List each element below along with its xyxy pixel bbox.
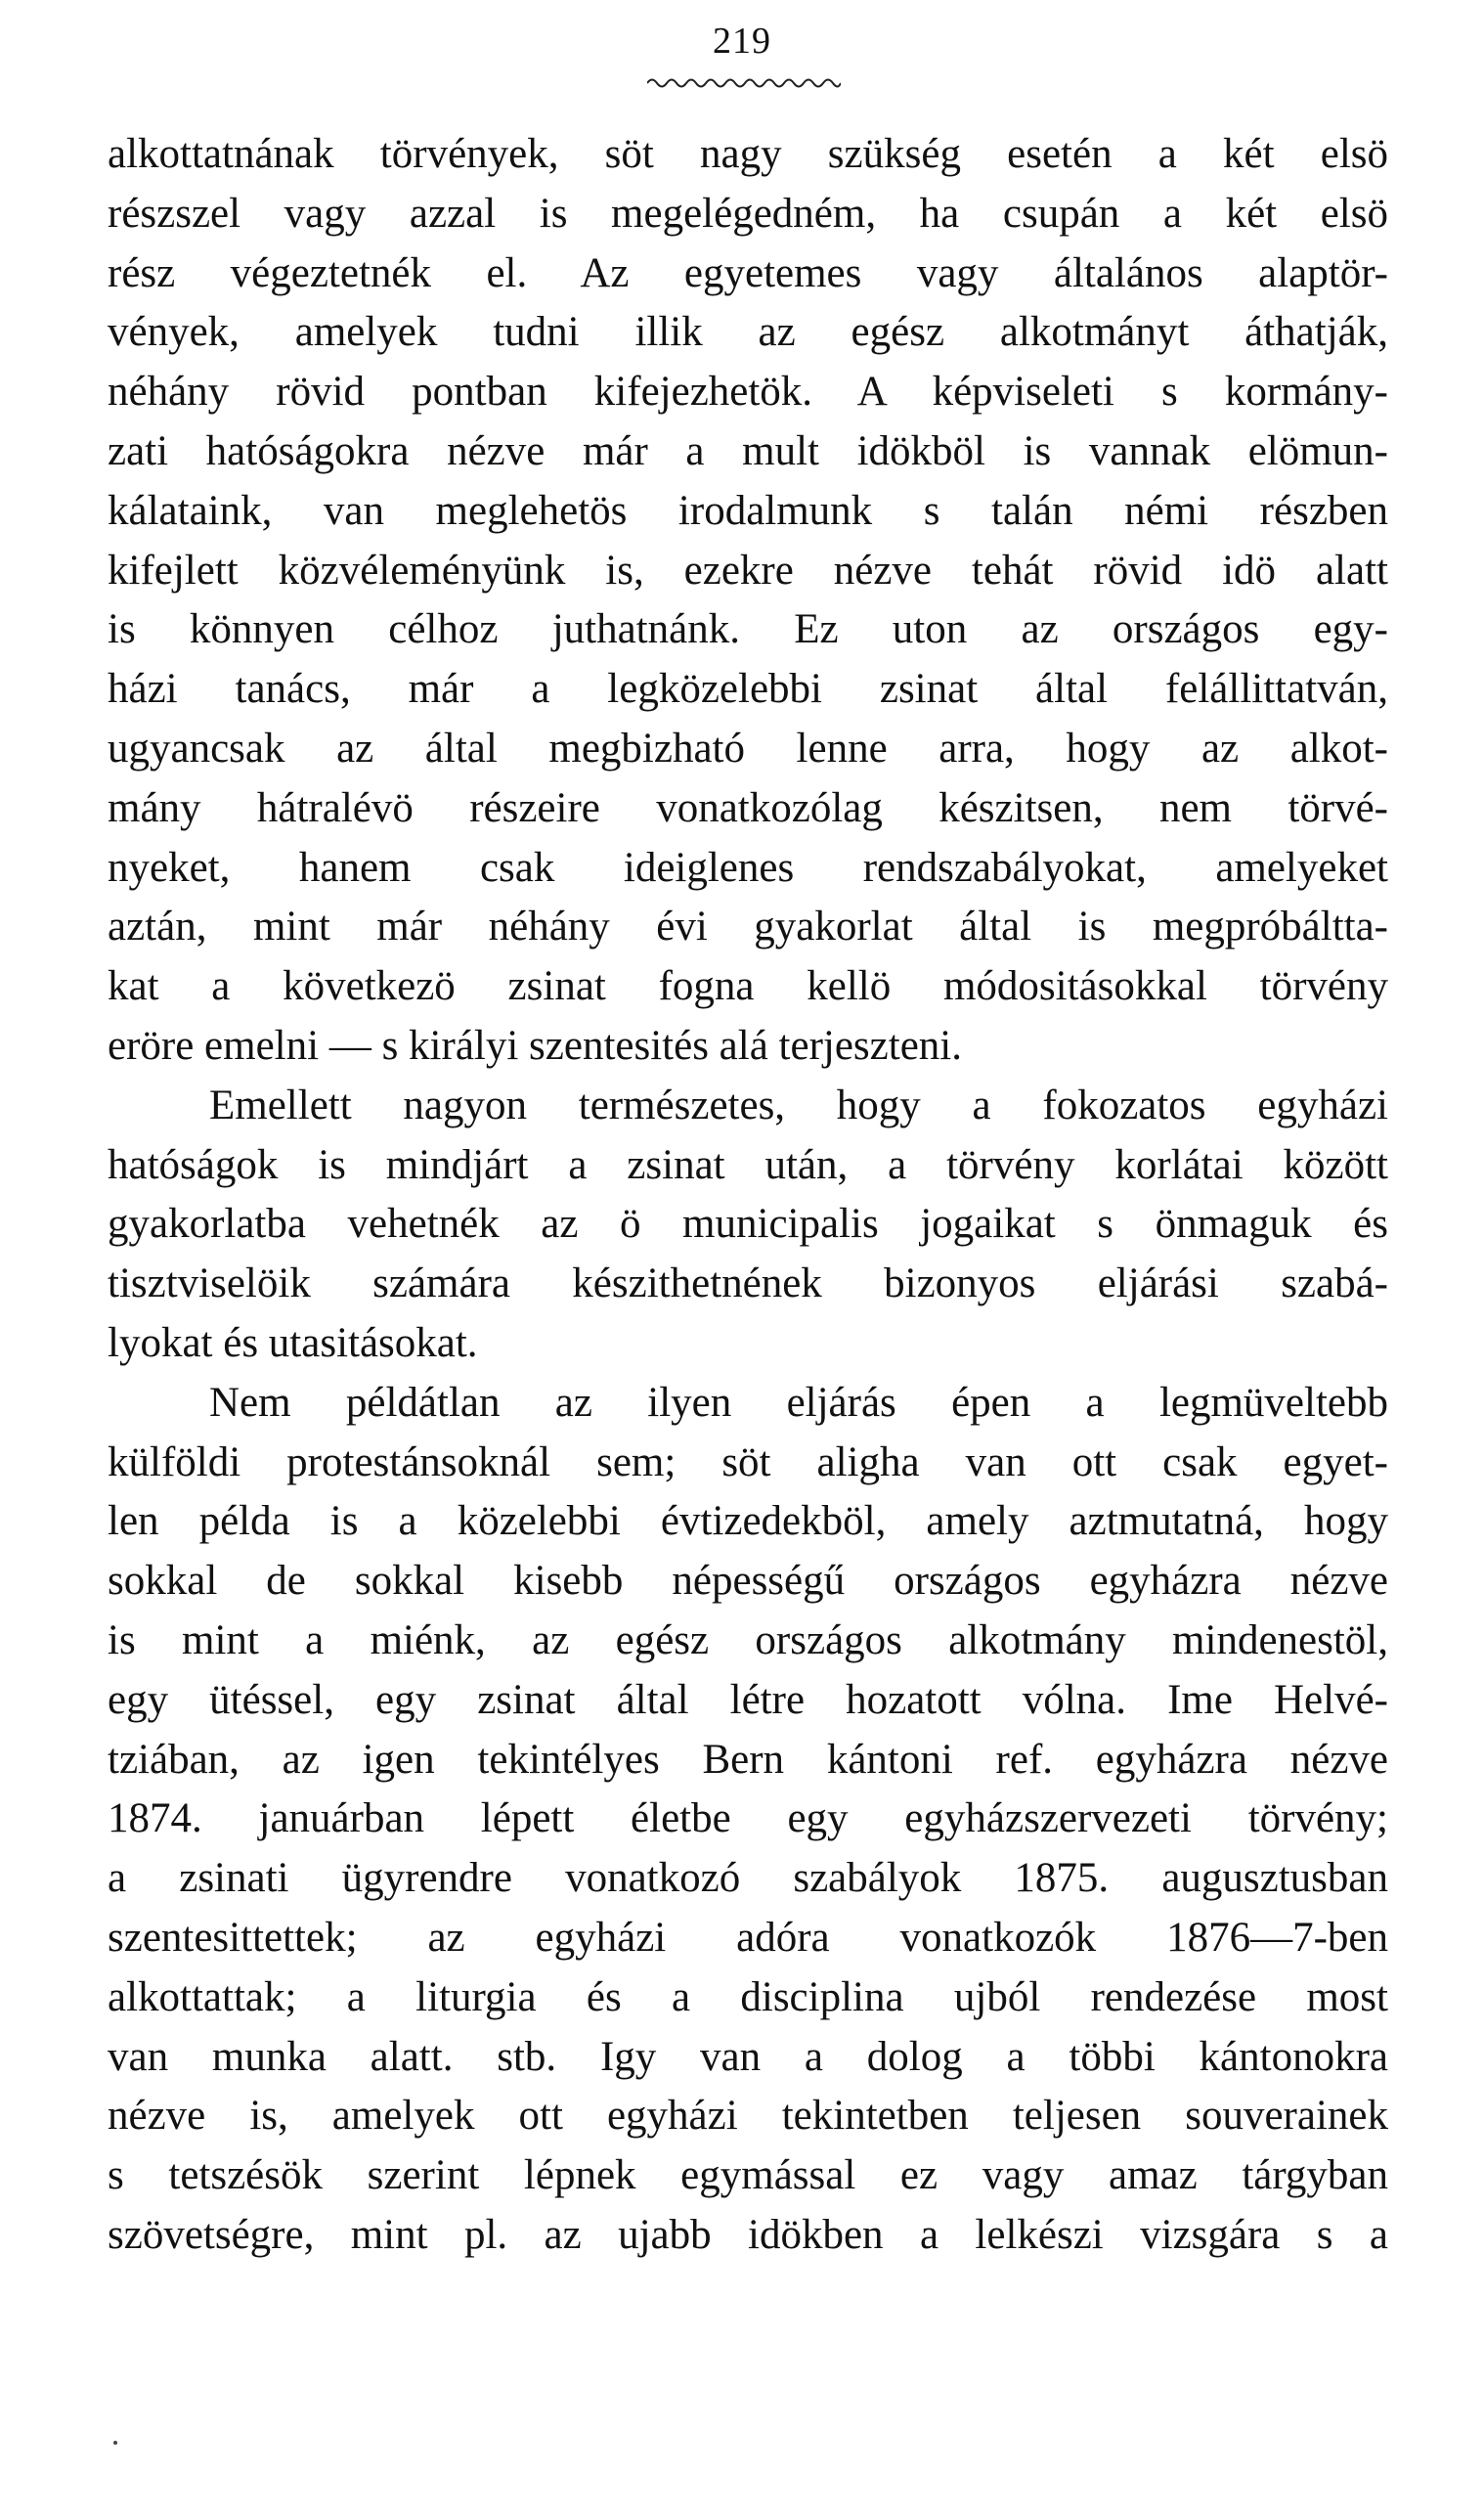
text-line: alkottatnának törvények, söt nagy szükség esetén a két elsö bbox=[108, 131, 1388, 177]
text-line: is mint a miénk, az egész országos alkotmány mindenestöl, bbox=[108, 1616, 1388, 1663]
text-line: lyokat és utasitásokat. bbox=[108, 1319, 478, 1366]
text-line: 1874. januárban lépett életbe egy egyházszervezeti törvény; bbox=[108, 1795, 1388, 1842]
text-line: mány hátralévö részeire vonatkozólag készitsen, nem törvé- bbox=[108, 784, 1388, 831]
page-number: 219 bbox=[713, 21, 771, 62]
wavy-rule-ornament bbox=[647, 74, 841, 92]
text-line: eröre emelni — s királyi szentesités alá terjeszteni. bbox=[108, 1022, 962, 1069]
text-line: van munka alatt. stb. Igy van a dolog a többi kántonokra bbox=[108, 2033, 1388, 2080]
text-line: részszel vagy azzal is megelégedném, ha csupán a két elsö bbox=[108, 190, 1388, 237]
text-line: szövetségre, mint pl. az ujabb idökben a lelkészi vizsgára s a bbox=[108, 2211, 1388, 2258]
text-line: néhány rövid pontban kifejezhetök. A képviseleti s kormány- bbox=[108, 369, 1388, 416]
text-line: nézve is, amelyek ott egyházi tekintetben teljesen souverainek bbox=[108, 2093, 1388, 2140]
text-line: vények, amelyek tudni illik az egész alkotmányt áthatják, bbox=[108, 309, 1388, 356]
text-line: kifejlett közvéleményünk is, ezekre nézve tehát rövid idö alatt bbox=[108, 547, 1388, 594]
text-line: len példa is a közelebbi évtizedekböl, amely aztmutatná, hogy bbox=[108, 1498, 1388, 1545]
text-line: külföldi protestánsoknál sem; söt aligha van ott csak egyet- bbox=[108, 1438, 1388, 1485]
text-line: kálataink, van meglehetös irodalmunk s talán némi részben bbox=[108, 487, 1388, 534]
text-line: alkottattak; a liturgia és a disciplina ujból rendezése most bbox=[108, 1973, 1388, 2020]
text-line: nyeket, hanem csak ideiglenes rendszabályokat, amelyeket bbox=[108, 844, 1388, 891]
paragraph-start-line: Emellett nagyon természetes, hogy a fokozatos egyházi bbox=[209, 1082, 1388, 1128]
text-line: tziában, az igen tekintélyes Bern kántoni ref. egyházra nézve bbox=[108, 1736, 1388, 1783]
text-line: szentesittettek; az egyházi adóra vonatkozók 1876—7-ben bbox=[108, 1914, 1388, 1961]
text-line: zati hatóságokra nézve már a mult idökböl is vannak elömun- bbox=[108, 427, 1388, 474]
body-text bbox=[108, 125, 1388, 2266]
text-line: hatóságok is mindjárt a zsinat után, a törvény korlátai között bbox=[108, 1141, 1388, 1188]
text-line: is könnyen célhoz juthatnánk. Ez uton az országos egy- bbox=[108, 606, 1388, 653]
print-speck bbox=[113, 2441, 117, 2445]
text-line: aztán, mint már néhány évi gyakorlat által is megpróbáltta- bbox=[108, 904, 1388, 950]
text-line: sokkal de sokkal kisebb népességű országos egyházra nézve bbox=[108, 1558, 1388, 1605]
text-line: gyakorlatba vehetnék az ö municipalis jogaikat s önmaguk és bbox=[108, 1201, 1388, 1248]
text-line: tisztviselöik számára készithetnének bizonyos eljárási szabá- bbox=[108, 1260, 1388, 1307]
text-line: egy ütéssel, egy zsinat által létre hozatott vólna. Ime Helvé- bbox=[108, 1676, 1388, 1723]
text-line: a zsinati ügyrendre vonatkozó szabályok 1875. augusztusban bbox=[108, 1855, 1388, 1902]
text-line: rész végeztetnék el. Az egyetemes vagy általános alaptör- bbox=[108, 249, 1388, 296]
text-line: ugyancsak az által megbizható lenne arra, hogy az alkot- bbox=[108, 725, 1388, 772]
text-line: kat a következö zsinat fogna kellö módositásokkal törvény bbox=[108, 963, 1388, 1010]
paragraph-start-line: Nem példátlan az ilyen eljárás épen a legmüveltebb bbox=[209, 1379, 1388, 1426]
text-line: házi tanács, már a legközelebbi zsinat által felállittatván, bbox=[108, 666, 1388, 713]
text-line: s tetszésök szerint lépnek egymással ez vagy amaz tárgyban bbox=[108, 2152, 1388, 2199]
